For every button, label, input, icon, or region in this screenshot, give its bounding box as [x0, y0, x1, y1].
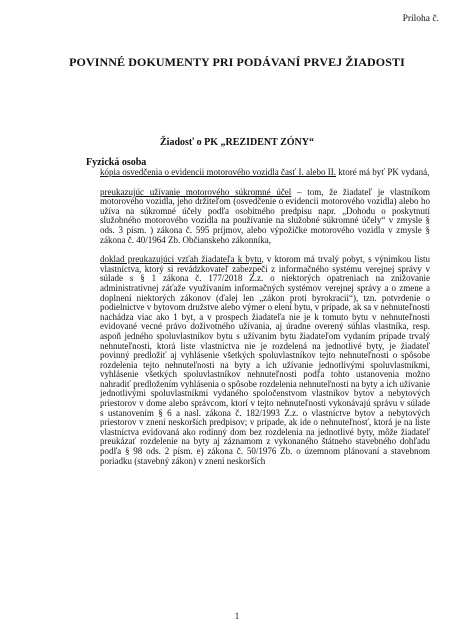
annex-label: Príloha č. [402, 14, 439, 24]
page-number: 1 [234, 611, 240, 621]
document-subtitle: Žiadosť o PK „REZIDENT ZÓNY“ [160, 137, 314, 148]
document-title: POVINNÉ DOKUMENTY PRI PODÁVANÍ PRVEJ ŽIADOSTI [69, 55, 405, 69]
paragraph-vehicle-registration [100, 168, 430, 178]
paragraph-lead: kópia osvedčenia o evidencii motorového vozidla časť I. alebo II. [100, 167, 337, 177]
section-heading: Fyzická osoba [86, 157, 147, 168]
paragraph-vehicle-use [100, 188, 430, 246]
paragraph-text: , v ktorom má trvalý pobyt, s výnimkou listu vlastníctva, ktorý si revádzkovateľ zabezpečí z informačného systému verejnej správy v súlade s § 1 zákona č. 177/2018 Z.z. o niektorých opatreniach na znižovanie administratívnej záťaže využívaním informačných systémov verejnej správy a o zmene a doplnení niektorých zákonov (ďalej len „zákon proti byrokracii“), tzn. potvrdenie o podielnictve v bytovom družstve alebo výmer o elení bytu, v prípade, ak sa v nehnuteľnosti nachádza viac ako 1 byt, a v prospech žiadateľa nie je k tomuto bytu v nehnuteľnosti evidované vecné právo doživotného užívania, aj úradne overený súhlas vlastníka, resp. aspoň jedného spoluvlastníkov bytu s užívaním bytu žiadateľom vydaním prípade trvalý nehnuteľnosti, ktorá liste vlastníctva nie je rozdelená na jednotlivé byty, je žiadateľ povinný predložiť aj vyhlásenie všetkých spoluvlastníkov tejto nehnuteľnosti o spôsobe rozdelenia tejto nehnuteľnosti na byty a ich užívanie jednotlivými spoluvlastníkmi, vyhlásenie všetkých spoluvlastníkov nehnuteľnosti podľa tohto ustanovenia možno nahradiť predložením vyhlásenia o spôsobe rozdelenia nehnuteľnosti na byty a ich užívanie jednotlivými spoluvlastníkmi vydaného spoločenstvom vlastníkov bytov a nebytových priestorov v dome alebo správcom, ktorí v tejto nehnuteľnosti vykonávajú správu v súlade s ustanovením § 6 a nasl. zákona č. 182/1993 Z.z. o vlastníctve bytov a nebytových priestorov v znení neskorších predpisov; v prípade, ak ide o nehnuteľnosť, ktorá je na liste vlastníctva evidovaná ako rodinný dom bez rozdelenia na jednotlivé byty, môže žiadateľ preukázať rozdelenie na byty aj záznamom z vykonaného štátneho stavebného dohľadu podľa § 98 ods. 2 písm. e) zákona č. 50/1976 Zb. o územnom plánovaní a stavebnom poriadku (stavebný zákon) v znení neskorších [100, 254, 431, 466]
paragraph-flat-relation [100, 255, 430, 466]
paragraph-lead: doklad preukazujúci vzťah žiadateľa k bytu [100, 254, 262, 265]
paragraph-text: – tom, že žiadateľ je vlastníkom motorového vozidla, jeho držiteľom (osvedčenie o evidencii motorového vozidla) alebo ho užíva na súkromné účely podľa osobitného predpisu napr. „Dohodu o poskytnutí služobného motorového vozidla na používanie na služobné súkromné účely“ v zmysle § ods. 3 písm. ) zákona č. 595 príjmov, alebo výpožičke motorového vozidla v zmysle § zákona č. 40/1964 Zb. Občianskeho zákonníka, [100, 186, 430, 245]
document-body [100, 168, 430, 472]
paragraph-lead: preukazujúc užívanie motorového súkromné účel [100, 186, 292, 197]
paragraph-text: ktoré má byť PK vydaná, [336, 167, 430, 177]
